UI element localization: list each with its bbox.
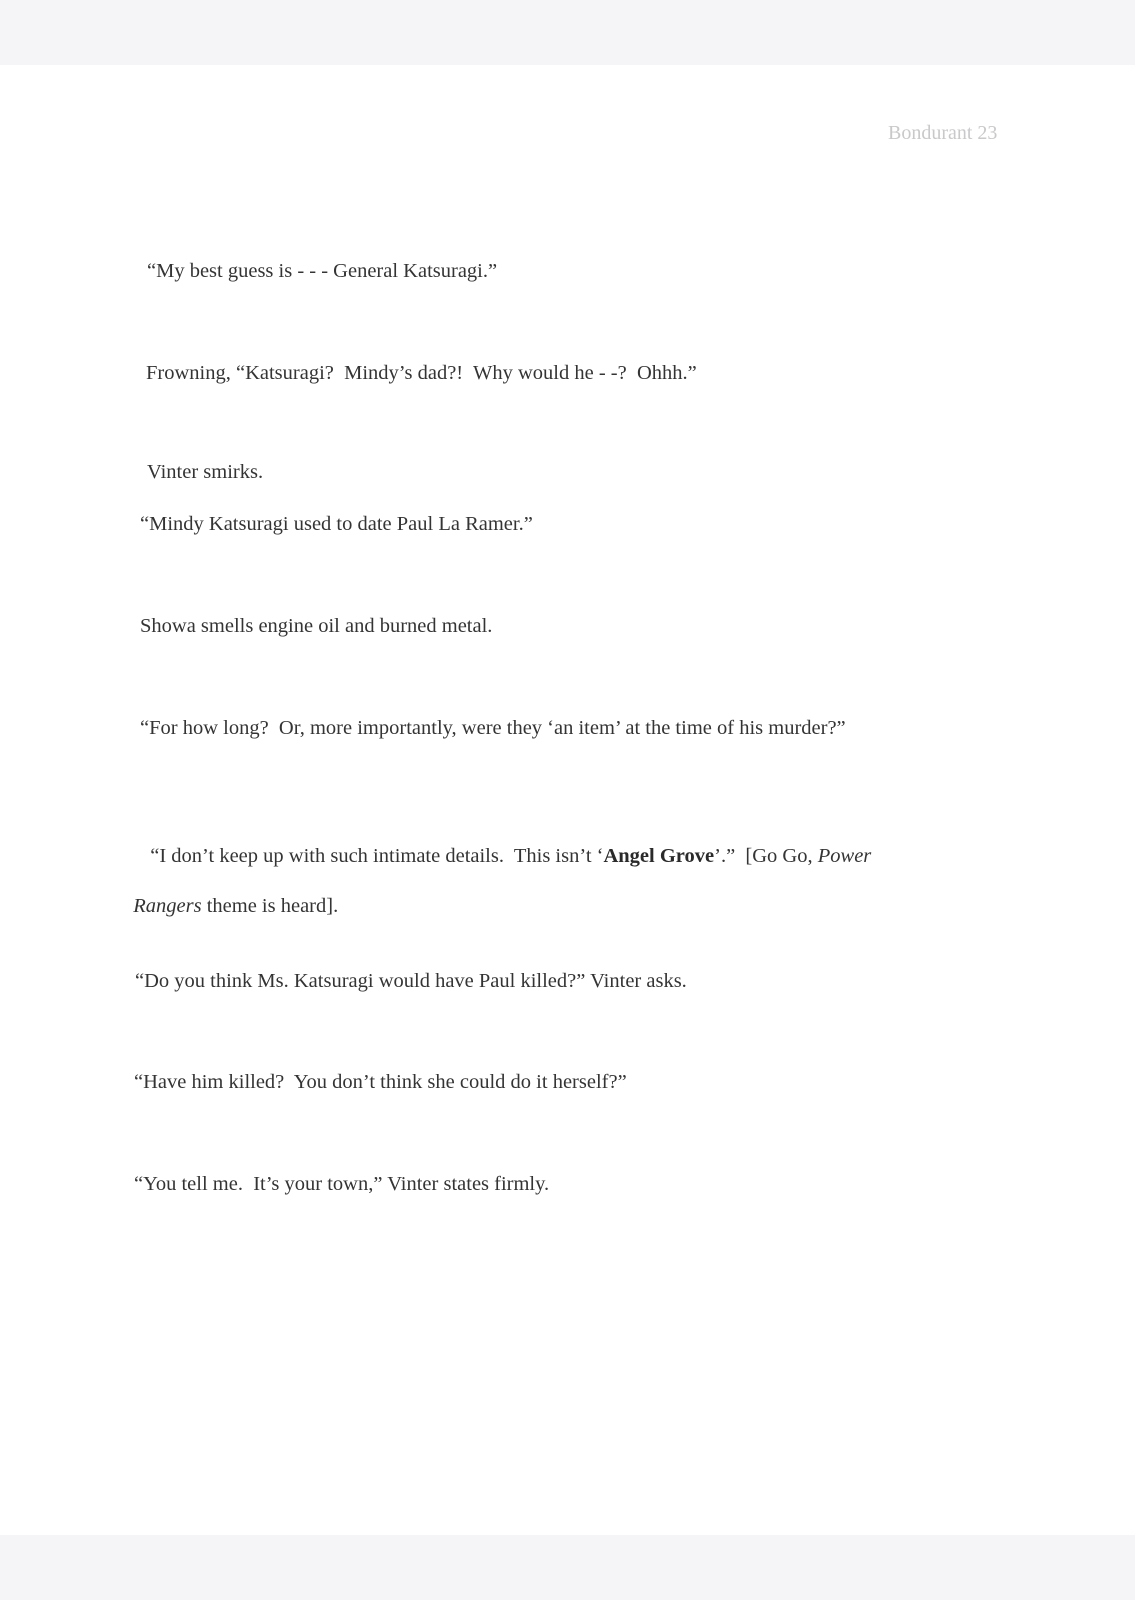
line-segment: ’.” [Go Go, <box>714 845 818 867</box>
line-segment: “I don’t keep up with such intimate details. This isn’t ‘ <box>150 845 604 867</box>
paragraph-line: Vinter smirks. <box>147 461 264 483</box>
page-header-label: Bondurant 23 <box>888 122 998 144</box>
paragraph-line: “My best guess is - - - General Katsuragi.” <box>147 260 498 282</box>
paragraph-line: Showa smells engine oil and burned metal. <box>140 615 493 637</box>
paragraph-line: “For how long? Or, more importantly, were they ‘an item’ at the time of his murder?” <box>140 717 846 739</box>
paragraph-line-mixed <box>140 817 871 869</box>
paragraph-line: “You tell me. It’s your town,” Vinter states firmly. <box>134 1173 550 1195</box>
document-page <box>0 65 1135 1535</box>
italic-title-segment: Rangers <box>133 895 202 917</box>
bold-title-segment: Angel Grove <box>603 845 715 867</box>
scan-top-margin <box>0 0 1135 65</box>
paragraph-line: “Have him killed? You don’t think she could do it herself?” <box>134 1071 627 1093</box>
paragraph-line: Frowning, “Katsuragi? Mindy’s dad?! Why would he - -? Ohhh.” <box>146 362 697 384</box>
paragraph-line-mixed <box>123 867 338 919</box>
paragraph-line: “Mindy Katsuragi used to date Paul La Ramer.” <box>140 513 533 535</box>
line-segment: theme is heard]. <box>201 895 339 917</box>
italic-title-segment: Power <box>817 845 872 867</box>
paragraph-line: “Do you think Ms. Katsuragi would have Paul killed?” Vinter asks. <box>135 970 687 992</box>
scan-bottom-margin <box>0 1535 1135 1600</box>
